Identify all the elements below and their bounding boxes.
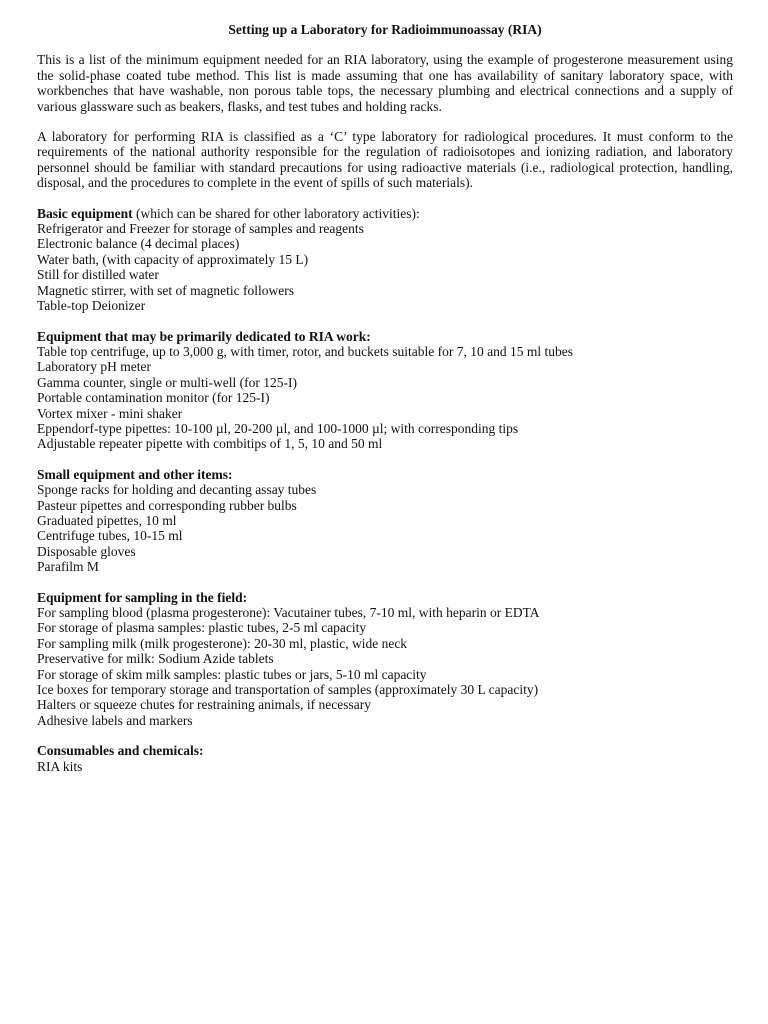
list-item: For storage of plasma samples: plastic tubes, 2-5 ml capacity xyxy=(37,620,367,636)
list-item: Magnetic stirrer, with set of magnetic followers xyxy=(37,282,295,298)
section-heading xyxy=(37,329,733,344)
list-item: Sponge racks for holding and decanting assay tubes xyxy=(37,482,317,498)
section-basic-equipment xyxy=(37,206,733,314)
list-item: Centrifuge tubes, 10-15 ml xyxy=(37,528,183,544)
list-item: Parafilm M xyxy=(37,559,99,575)
list-item: Laboratory pH meter xyxy=(37,359,151,375)
classification-paragraph: A laboratory for performing RIA is classified as a ‘C’ type laboratory for radiological procedures. It must conform to the requirements of the national authority responsible for the regulation of radioisotopes and ionizing radiation, and laboratory personnel should be familiar with standard precautions for using radioactive materials (i.e., radiological protection, handling, disposal, and the procedures to complete in the event of spills of such materials). xyxy=(37,129,733,191)
list-item: Halters or squeeze chutes for restraining animals, if necessary xyxy=(37,697,371,713)
list-item: Portable contamination monitor (for 125-I) xyxy=(37,390,270,406)
document-page xyxy=(37,22,733,789)
list-item: Eppendorf-type pipettes: 10-100 µl, 20-200 µl, and 100-1000 µl; with corresponding tips xyxy=(37,420,519,436)
list-item: RIA kits xyxy=(37,758,83,774)
section-ria-equipment xyxy=(37,329,733,452)
list-item: Table top centrifuge, up to 3,000 g, with timer, rotor, and buckets suitable for 7, 10 and 15 ml tubes xyxy=(37,343,573,359)
list-item: For sampling blood (plasma progesterone): Vacutainer tubes, 7-10 ml, with heparin or EDTA xyxy=(37,605,540,620)
list-item: For sampling milk (milk progesterone): 20-30 ml, plastic, wide neck xyxy=(37,635,408,651)
section-heading xyxy=(37,590,733,605)
list-item: Refrigerator and Freezer for storage of samples and reagents xyxy=(37,221,364,237)
list-item: Adhesive labels and markers xyxy=(37,712,193,728)
list-item: Gamma counter, single or multi-well (for 125-I) xyxy=(37,374,298,390)
document-title: Setting up a Laboratory for Radioimmunoassay (RIA) xyxy=(228,22,542,37)
section-field-sampling xyxy=(37,590,733,729)
list-item: Vortex mixer - mini shaker xyxy=(37,405,183,421)
list-item: Still for distilled water xyxy=(37,267,159,283)
list-item: Water bath, (with capacity of approximately 15 L) xyxy=(37,251,309,267)
section-consumables xyxy=(37,743,733,774)
section-heading-bold: Basic equipment xyxy=(37,205,133,221)
list-item: Graduated pipettes, 10 ml xyxy=(37,512,177,528)
list-item: Table-top Deionizer xyxy=(37,298,146,314)
section-heading xyxy=(37,467,733,482)
section-heading xyxy=(37,743,733,758)
list-item: Pasteur pipettes and corresponding rubber bulbs xyxy=(37,497,297,513)
list-item: Electronic balance (4 decimal places) xyxy=(37,236,240,252)
section-small-equipment xyxy=(37,467,733,575)
section-heading-bold: Equipment that may be primarily dedicated to RIA work: xyxy=(37,328,371,344)
intro-paragraph: This is a list of the minimum equipment needed for an RIA laboratory, using the example of progesterone measurement using the solid-phase coated tube method. This list is made assuming that one has availability of sanitary laboratory space, with workbenches that have washable, non porous table tops, the necessary plumbing and electrical connections and a supply of various glassware such as beakers, flasks, and test tubes and holding racks. xyxy=(37,52,733,114)
list-item: Adjustable repeater pipette with combitips of 1, 5, 10 and 50 ml xyxy=(37,436,383,452)
section-heading-suffix: (which can be shared for other laboratory activities): xyxy=(132,205,420,221)
list-item: Disposable gloves xyxy=(37,543,136,559)
section-heading-bold: Consumables and chemicals: xyxy=(37,743,204,759)
list-item: Preservative for milk: Sodium Azide tablets xyxy=(37,651,274,667)
list-item: Ice boxes for temporary storage and transportation of samples (approximately 30 L capacity) xyxy=(37,682,539,698)
section-heading xyxy=(37,206,733,221)
section-heading-bold: Equipment for sampling in the field: xyxy=(37,589,248,605)
list-item: For storage of skim milk samples: plastic tubes or jars, 5-10 ml capacity xyxy=(37,666,427,682)
section-heading-bold: Small equipment and other items: xyxy=(37,466,233,482)
